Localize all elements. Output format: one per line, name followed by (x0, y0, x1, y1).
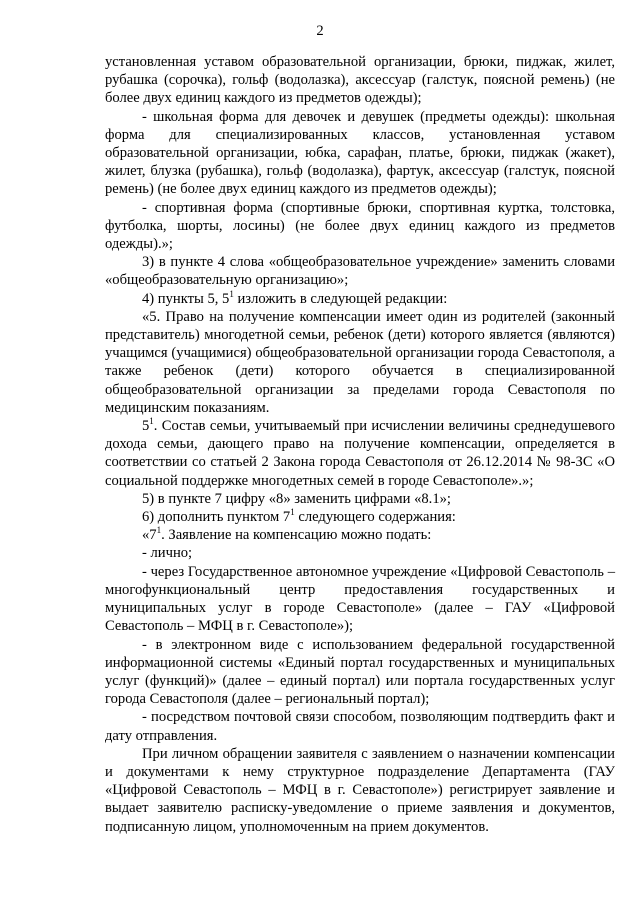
paragraph-text-pre: 5 (142, 418, 150, 435)
paragraph-p15: При личном обращении заявителя с заявлением о назначении компенсации и документами к нему структурное подразделение Департамента (ГАУ «Цифровой Севастополь – МФЦ в г. Севастополе») регистрирует заявление и выдает заявителю расписку-уведомление о приеме заявления и документов, подписанную лицом, уполномоченным на прием документов. (105, 745, 615, 835)
superscript: 1 (149, 416, 154, 427)
paragraph-p14: - посредством почтовой связи способом, позволяющим подтвердить факт и дату отправления. (105, 709, 615, 744)
paragraph-p9 (105, 508, 615, 526)
paragraph-text-post: . Заявление на компенсацию можно подать: (161, 527, 432, 544)
superscript: 1 (229, 288, 234, 299)
paragraph-text-pre: 6) дополнить пунктом 7 (142, 509, 291, 526)
superscript: 1 (156, 525, 162, 536)
paragraph-p10 (105, 526, 615, 544)
paragraph-p11: - лично; (142, 545, 193, 562)
paragraph-p7 (105, 417, 615, 490)
paragraph-text-post: изложить в следующей редакции: (233, 290, 448, 307)
paragraph-p12: - через Государственное автономное учреждение «Цифровой Севастополь – многофункциональный центр предоставления государственных и муниципальных услуг в городе Севастополе» (далее – ГАУ «Цифровой Севастополь – МФЦ в г. Севастополе»); (105, 563, 615, 635)
paragraph-p8: 5) в пункте 7 цифру «8» заменить цифрами «8.1»; (142, 490, 451, 507)
paragraph-p13: - в электронном виде с использованием федеральной государственной информационной системы «Единый портал государственных и муниципальных услуг (функций)» (далее – единый портал) или портала государственных услуг города Севастополя (далее – региональный портал); (105, 636, 615, 708)
paragraph-text-pre: «7 (142, 527, 157, 544)
paragraph-text-post: следующего содержания: (294, 509, 456, 526)
paragraph-p2: - школьная форма для девочек и девушек (предметы одежды): школьная форма для специализированных классов, установленная уставом образовательной организации, юбка, сарафан, платье, брюки, пиджак (жакет), жилет, блузка (рубашка), гольф (водолазка), фартук, аксессуар (галстук, поясной ремень) (не более двух единиц каждого из предметов одежды); (105, 108, 615, 198)
document-body (105, 53, 615, 836)
paragraph-p5 (105, 290, 615, 308)
paragraph-p6: «5. Право на получение компенсации имеет один из родителей (законный представитель) многодетной семьи, ребенок (дети) которого является (являются) учащимся (учащимися) общеобразовательной организации города Севастополя, а также ребенок (дети) которого обучается в специализированной общеобразовательной организации за пределами города Севастополя по медицинским показаниям. (105, 308, 615, 416)
paragraph-text-pre: 4) пункты 5, 5 (142, 290, 230, 307)
superscript: 1 (290, 507, 295, 518)
paragraph-p1: установленная уставом образовательной организации, брюки, пиджак, жилет, рубашка (сорочка), гольф (водолазка), аксессуар (галстук, поясной ремень) (не более двух единиц каждого из предметов одежды); (105, 54, 615, 107)
page-number: 2 (316, 23, 324, 39)
paragraph-text-post: . Состав семьи, учитываемый при исчислении величины среднедушевого дохода семьи, дающего право на получение компенсации, определяется в соответствии со статьей 2 Закона города Севастополя от 26.12.2014 № 98-ЗС «О социальной поддержке многодетных семей в городе Севастополе».»; (105, 418, 615, 489)
paragraph-p3: - спортивная форма (спортивные брюки, спортивная куртка, толстовка, футболка, шорты, лосины) (не более двух единиц каждого из предметов одежды).»; (105, 199, 615, 253)
paragraph-p4: 3) в пункте 4 слова «общеобразовательное учреждение» заменить словами «общеобразовательную организацию»; (105, 254, 615, 289)
